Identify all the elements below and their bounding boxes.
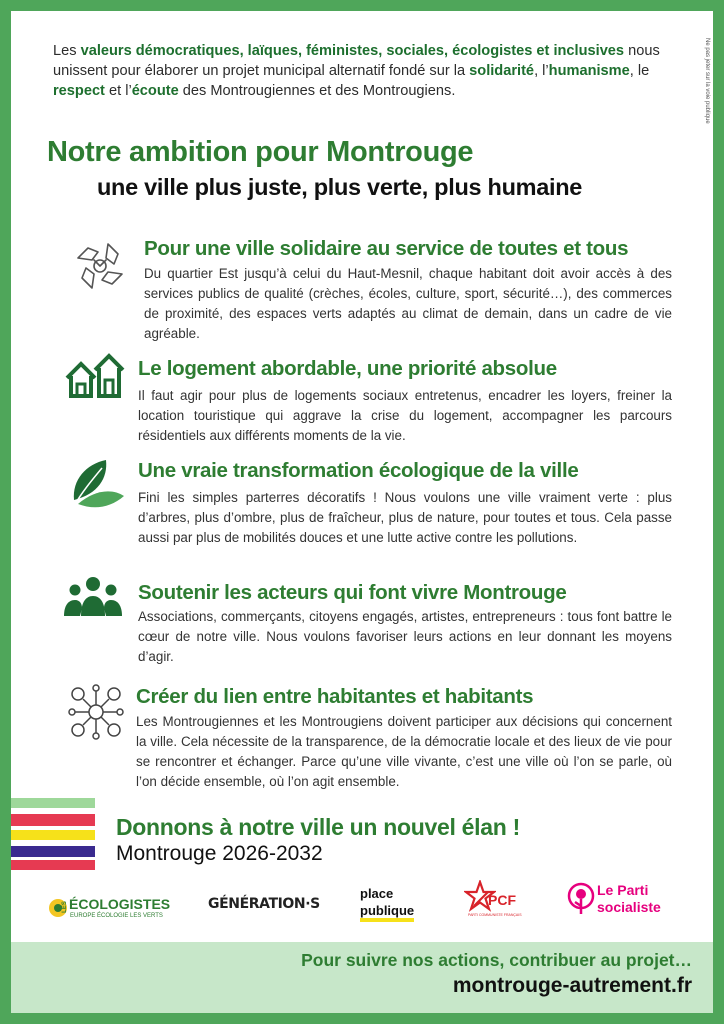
houses-icon (64, 352, 124, 412)
logo-ecologistes: LES ÉCOLOGISTES EUROPE ÉCOLOGIE LES VERTS (48, 872, 180, 932)
section-2-body: Il faut agir pour plus de logements sociaux entretenus, encadrer les loyers, freiner la location touristique qui aggrave la crise du logement, accompagner les parcours résidentiels aux différents moments de la vie. (138, 388, 672, 443)
stripe-blue (11, 846, 95, 857)
intro-paragraph: Les valeurs démocratiques, laïques, féministes, sociales, écologistes et inclusives nous unissent pour élaborer un projet municipal alternatif fondé sur la solidarité, l’humanisme, le respect et l’écoute des Montrougiennes et des Montrougiens. (53, 43, 660, 99)
section-1-body: Du quartier Est jusqu’à celui du Haut-Mesnil, chaque habitant doit avoir accès à des services publics de qualité (crèches, écoles, culture, sport, sécurité…), des commerces de proximité, des espaces verts adaptés au climat de demain, dans un cadre de vie agréable. (144, 266, 672, 341)
stripe-red (11, 814, 95, 826)
section-3-heading: Une vraie transformation écologique de la ville (138, 459, 579, 482)
stripe-green (11, 798, 95, 808)
section-4-heading: Soutenir les acteurs qui font vivre Montrouge (138, 581, 567, 604)
logo-generations: GÉNÉRATION·S (208, 896, 320, 912)
section-3-body: Fini les simples parterres décoratifs ! Nous voulons une ville vraiment verte : plus d’arbres, plus d’ombre, plus de fraîcheur, plus de nature, pour toutes et tous. Cela passe aussi par plus de mobilités douces et une lutte active contre les pollutions. (138, 490, 672, 545)
section-4-body: Associations, commerçants, citoyens engagés, artistes, entrepreneurs : tous font battre le cœur de notre ville. Nous voulons favoriser leurs actions en leur donnant les moyens d’agir. (138, 609, 672, 664)
stripe-red-2 (11, 860, 95, 870)
slogan: Donnons à notre ville un nouvel élan ! (116, 814, 520, 840)
section-2-heading: Le logement abordable, une priorité absolue (138, 357, 557, 380)
people-group-icon (62, 574, 122, 634)
legal-note: Ne pas jeter sur la voie publique (704, 38, 710, 124)
page-subtitle: une ville plus juste, plus verte, plus humaine (97, 174, 583, 200)
section-1-heading: Pour une ville solidaire au service de toutes et tous (144, 237, 629, 260)
logo-pcf: PCF PARTI COMMUNISTE FRANÇAIS (464, 872, 536, 932)
footer-call-to-action: Pour suivre nos actions, contribuer au projet… (301, 950, 692, 970)
leaves-icon (66, 456, 126, 516)
solidarity-hands-icon (70, 236, 130, 296)
website-link[interactable]: montrouge-autrement.fr (452, 974, 692, 997)
section-5-body: Les Montrougiennes et les Montrougiens doivent participer aux décisions qui concernent la ville. Cela nécessite de la transparence, de la démocratie locale et des lieux de vie pour se rencontrer et échanger. Parce qu’une ville vivante, c’est une ville où l’on se parle, où l’on décide ensemble, où l’on agit ensemble. (136, 714, 672, 789)
rose-icon (566, 882, 596, 916)
page-title: Notre ambition pour Montrouge (47, 136, 474, 168)
network-people-icon (66, 682, 126, 742)
logo-place-publique: place publique (360, 872, 428, 932)
stripe-yellow (11, 830, 95, 840)
campaign-period: Montrouge 2026-2032 (116, 842, 323, 865)
section-5-heading: Créer du lien entre habitantes et habitants (136, 685, 534, 708)
logo-parti-socialiste: Le Parti socialiste (566, 872, 676, 932)
